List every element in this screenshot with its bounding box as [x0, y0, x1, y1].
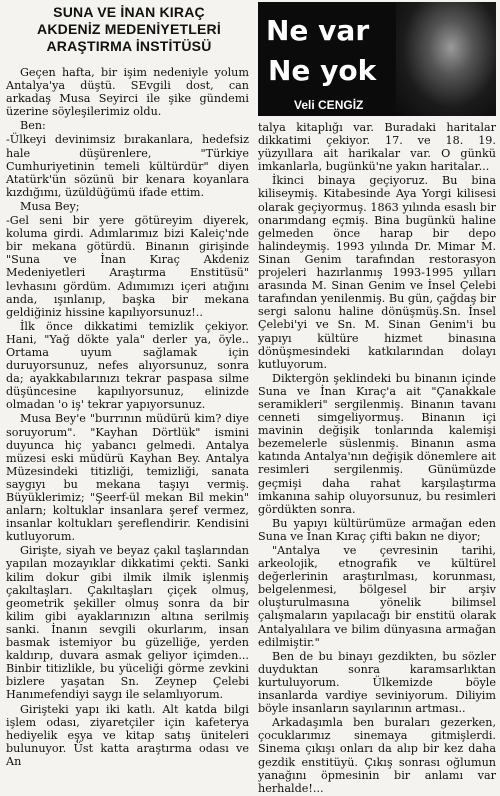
paragraph: "Antalya ve çevresinin tarihi, arkeolojik, etnografik ve kültürel değerlerinin araştırılması, korunması, belgelenmesi, bölgesel bir arşiv oluşturulmasına yönelik bilimsel çalışmaların yapılacağı bir enstitü olarak Antalyalılara ve bilim dünyasına armağan edilmiştir."	[258, 544, 496, 649]
paragraph: Bu yapıyı kültürümüze armağan eden Suna ve İnan Kıraç çifti bakın ne diyor;	[258, 516, 496, 543]
paragraph: Girişteki yapı iki katlı. Alt katda bilgi işlem odası, ziyaretçiler için kafeterya hediyelik eşya ve kitap satış üniteleri bulunuyor. Üst katta araştırma odası ve An	[6, 702, 249, 768]
paragraph: Musa Bey'e "burrının müdürü kim? diye soruyorum". "Kayhan Dörtlük" ismini duyunca hiç yabancı gelmedi. Antalya müzesi eski müdürü Kayhan Bey. Antalya Müzesindeki titizliği, temizliği, sanata saygıyı bu mekana taşıyı vermiş. Büyüklerimiz; "Şeerf-ül mekan Bil mekin" anlarn; koltuklar insanlara şeref vermez, insanlar koltukları şereflendirir. Kendisini kutluyorum.	[6, 412, 249, 544]
banner-line-2: Ne yok	[268, 54, 377, 87]
article-title	[6, 4, 252, 55]
paragraph: Diktergön şeklindeki bu binanın içinde Suna ve İnan Kıraç'a ait "Çanakkale seramikleri" sergilenmiş. Binanın tavanı cenneti simgeliyormuş. Binanın içi mavinin değişik tonlarında kalemişi bezemelerle süslenmiş. Binanın asma katında Antalya'nın değişik dönemlere ait resimleri sergilenmiş. Günümüzde geçmişi daha rahat karşılaştırma imkanına sahip oluyorsunuz, bu resimleri gördükten sonra.	[258, 371, 496, 516]
column-banner	[258, 2, 496, 116]
article-column-left	[6, 66, 249, 769]
paragraph: Ben:	[20, 119, 46, 133]
article-title-line: SUNA VE İNAN KIRAÇ	[53, 4, 205, 20]
author-name: Veli CENGİZ	[294, 98, 364, 112]
paragraph: -Gel seni bir yere götüreyim diyerek, koluma girdi. Adımlarımız bizi Kaleiç'nde bir mekana götürdü. Binanın girişinde "Suna ve İnan Kıraç Akdeniz Medeniyetleri Araştırma Enstitüsü" levhasını gördüm. Adımımızı içeri atığını anda, ışınlanıp, başka bir mekana geldiğiniz hissine kapılıyorsunuz!..	[6, 214, 249, 319]
article-title-line: ARAŞTIRMA İNSTİTÜSÜ	[46, 38, 212, 54]
paragraph: Ben de bu binayı gezdikten, bu sözler duyduktan sonra karamsarlıktan kurtuluyorum. Ülkemizde böyle insanlarda vardiye seviniyorum. Diliyim böyle insanların sayılarının artması..	[258, 649, 496, 716]
paragraph: talya kitaplığı var. Buradaki haritalar dikkatimi çekiyor. 17. ve 18. 19. yüzyıllara ait harikalar var. O günkü imkanlarla, bugünkü'ne yakın haritalar...	[258, 121, 496, 174]
article-title-line: AKDENİZ MEDENİYETLERİ	[37, 21, 221, 37]
banner-line-1: Ne var	[266, 14, 370, 47]
paragraph: Geçen hafta, bir işim nedeniyle yolum Antalya'ya düştü. SEvgili dost, can arkadaş Musa Seyirci ile şike gündemi üzerine söyleşilerimiz oldu.	[6, 66, 249, 119]
paragraph: Girişte, siyah ve beyaz çakıl taşlarından yapılan mozayıklar dikkatimi çekti. Sanki kilim dokur gibi ilmik ilmik işlenmiş çakıltaşları. Çakıltaşları çiçek olmuş, geometrik şekiller olmuş sonra da bir kilim gibi ayaklarınızın altına serilmiş sanki. İnanın sevgili okurlarım, insan basmak istemiyor bu güzelliğe, yerden kaldırıp, duvara asmak geliyor içimden... Binbir titizlikle, bu yüceliği görme zevkini bizlere yaşatan Sn. Zeynep Çelebi Hanımefendiyi saygı ile selamlıyorum.	[6, 544, 249, 702]
paragraph: Arkadaşımla ben buraları gezerken, çocuklarımız sinemaya gitmişlerdi. Sinema çıkışı onları da alıp bir kez daha gezdik enstitüyü. Çıkış sonrası oğlumun yanağını öpmesinin bir anlamı var herhalde!...	[258, 716, 496, 795]
paragraph: -Ülkeyi devinimsiz bırakanlara, hedefsiz hale düşürenlere, "Türkiye Cumhuriyetinin temeli kültürdür" diyen Atatürk'ün sözünü bir kenara koyanlara kızdığımı, üzüldüğümü ifade ettim.	[6, 133, 249, 199]
paragraph: Musa Bey;	[20, 199, 80, 213]
article-column-right	[258, 121, 496, 796]
paragraph: İkinci binaya geçiyoruz. Bu bina kiliseymiş. Kitabesinde Aya Yorgi kilisesi olarak geçiyormuş. 1863 yılında esaslı bir onarımdang eçmiş. Bina bugünkü haline gelmeden önce harap bir depo halindeymiş. 1993 yılında Dr. Mimar M. Sinan Genim tarafından restorasyon projeleri hazırlanmış 1993-1995 yılları arasında M. Sinan Genim ve İnsel Çelebi tarafından yenilenmiş. Bu gün, çağdaş bir sergi salonu haline dönüşmüş.Sn. İnsel Çelebi'yi ve Sn. M. Sinan Genim'i bu yapıyı kültüre hizmet binasına dönüşmesindeki katkılarından dolayı kutluyorum.	[258, 174, 496, 371]
author-photo	[396, 2, 496, 116]
paragraph: İlk önce dikkatimi temizlik çekiyor. Hani, "Yağ dökte yala" derler ya, öyle.. Ortama uyum sağlamak için duruyorsunuz, nefes alıyorsunuz, sonra da; ayakkabılarınızı tekrar paspasa silme düşüncesine kapılıyorsunuz, elinizde olmadan 'o iş' tekrar yapıyorsunuz.	[6, 319, 249, 412]
